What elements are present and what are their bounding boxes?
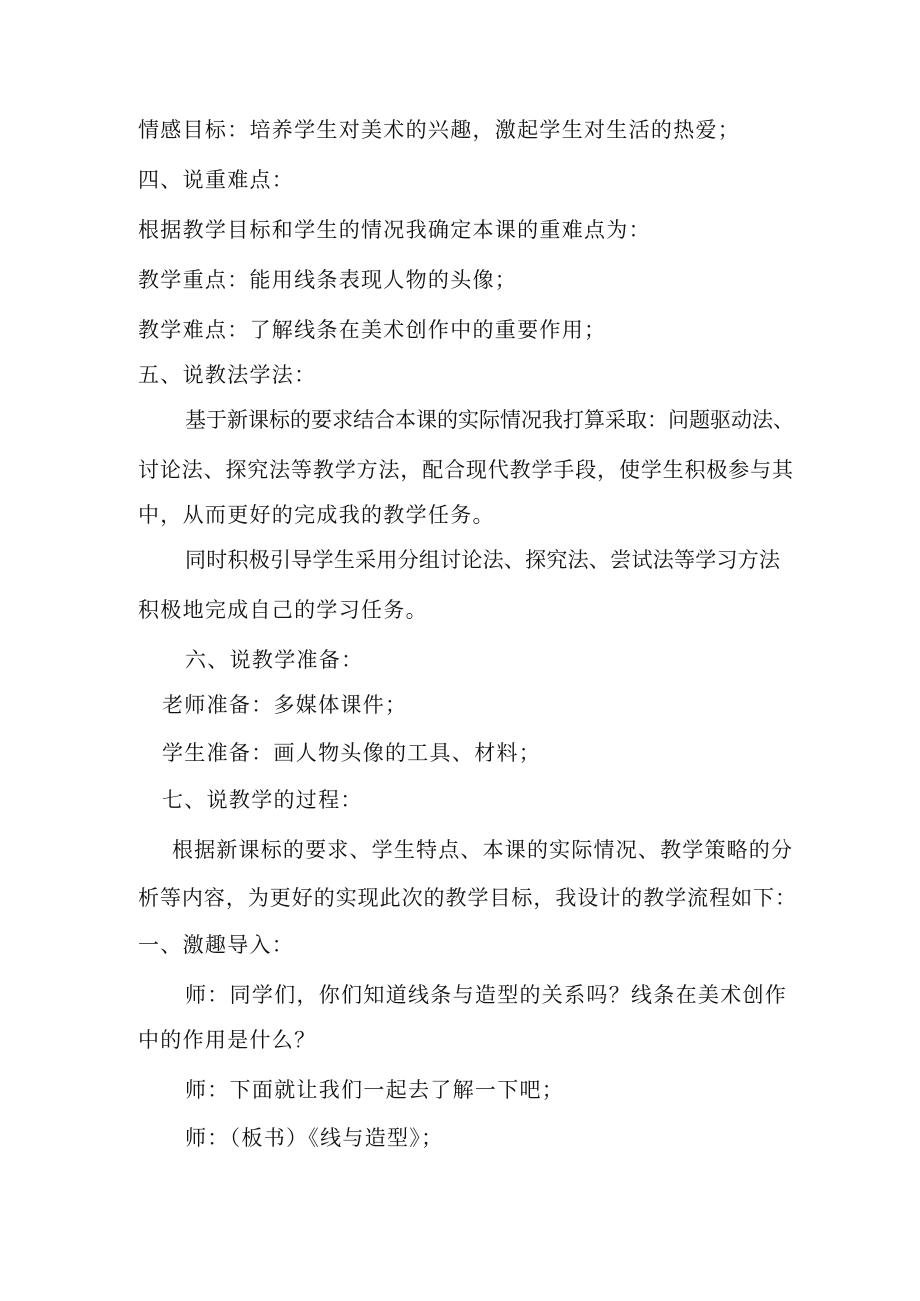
text-line-student-preparation: 学生准备：画人物头像的工具、材料； [162,741,542,765]
teacher-board-title-line: 师：（板书）《线与造型》； [185,1126,444,1150]
paragraph-methods-line-1: 基于新课标的要求结合本课的实际情况我打算采取：问题驱动法、 [185,408,794,432]
paragraph-methods-line-3: 中，从而更好的完成我的教学任务。 [138,503,495,527]
paragraph-process-line-1: 根据新课标的要求、学生特点、本课的实际情况、教学策略的分 [172,838,792,862]
heading-key-difficult-points: 四、说重难点： [138,168,295,192]
heading-interest-introduction: 一、激趣导入： [138,933,295,957]
paragraph-learning-line-1: 同时积极引导学生采用分组讨论法、探究法、尝试法等学习方法 [185,548,780,572]
paragraph-methods-line-2: 讨论法、探究法等教学方法，配合现代教学手段，使学生积极参与其 [138,458,793,482]
teacher-transition-line: 师：下面就让我们一起去了解一下吧； [185,1078,565,1102]
heading-teaching-process: 七、说教学的过程： [162,788,363,812]
text-line-teacher-preparation: 老师准备：多媒体课件； [162,693,408,717]
text-line-emotion-goal: 情感目标：培养学生对美术的兴趣，激起学生对生活的热爱； [138,118,741,142]
text-line-teaching-difficulty: 教学难点：了解线条在美术创作中的重要作用； [138,318,607,342]
heading-teaching-methods: 五、说教法学法： [138,363,317,387]
paragraph-learning-line-2: 积极地完成自己的学习任务。 [138,598,428,622]
teacher-question-line-1: 师：同学们，你们知道线条与造型的关系吗？线条在美术创作 [185,983,788,1007]
heading-teaching-preparation: 六、说教学准备： [185,648,364,672]
paragraph-process-line-2: 析等内容，为更好的实现此次的教学目标，我设计的教学流程如下： [138,886,796,910]
text-line-teaching-focus: 教学重点：能用线条表现人物的头像； [138,268,518,292]
text-line-key-points-intro: 根据教学目标和学生的情况我确定本课的重难点为： [138,218,651,242]
teacher-question-line-2: 中的作用是什么？ [138,1028,317,1052]
